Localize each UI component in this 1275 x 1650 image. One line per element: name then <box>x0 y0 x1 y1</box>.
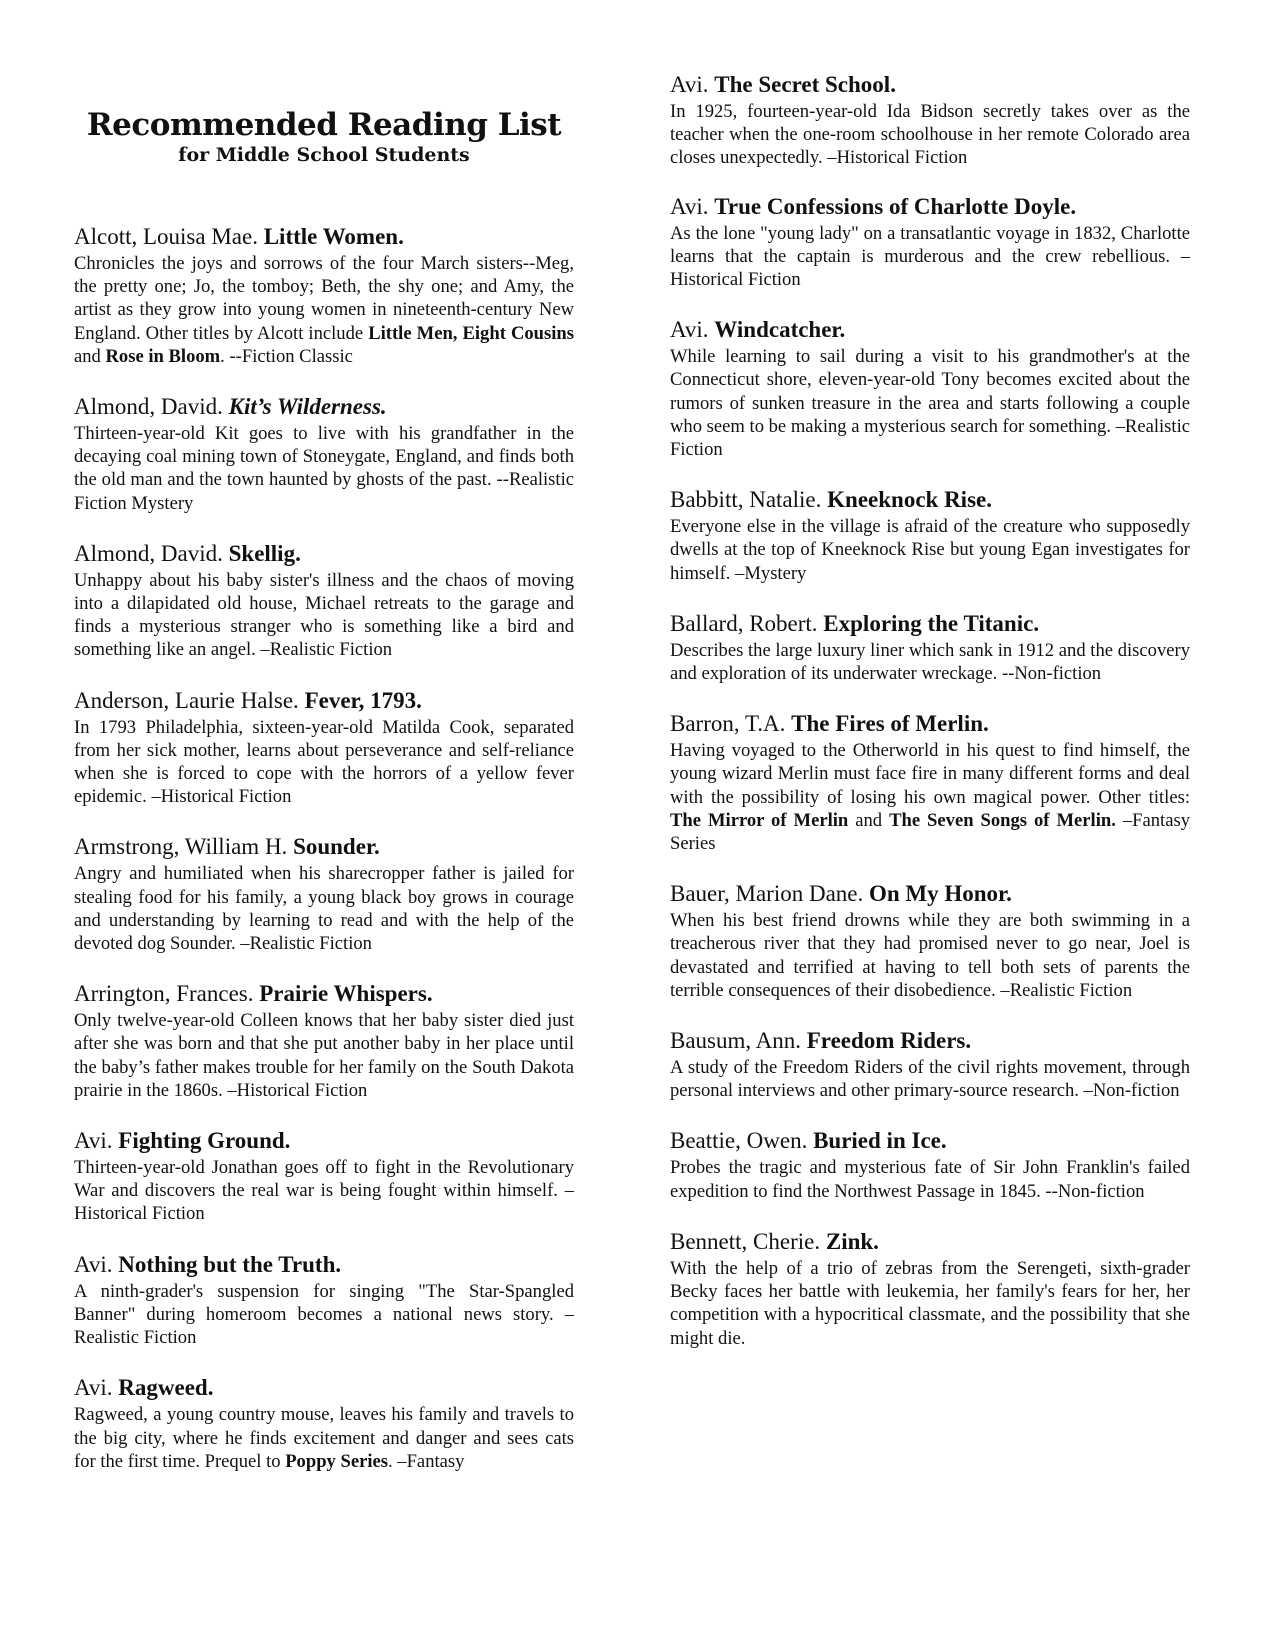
author-name: Bennett, Cherie. <box>670 1228 821 1254</box>
author-name: Almond, David. <box>74 394 223 420</box>
author-name: Anderson, Laurie Halse. <box>74 687 299 713</box>
book-description <box>670 222 1190 292</box>
author-name: Avi. <box>670 317 709 343</box>
entry-heading <box>74 392 574 422</box>
book-entry <box>670 70 1190 170</box>
book-entry <box>670 192 1190 292</box>
related-title: The Seven Songs of Merlin. <box>889 809 1116 831</box>
description-text: With the help of a trio of zebras from the Serengeti, sixth-grader Becky faces her battle with leukemia, her family's fears for her, her competition with a hypocritical classmate, and the possibility that she might die. <box>670 1257 1190 1349</box>
author-name: Bauer, Marion Dane. <box>670 881 864 907</box>
book-entry <box>670 709 1190 855</box>
right-column <box>670 70 1190 1350</box>
book-description <box>74 1403 574 1473</box>
book-description <box>670 345 1190 461</box>
related-title: The Mirror of Merlin <box>670 809 849 831</box>
entry-heading <box>670 709 1190 739</box>
book-title: Skellig. <box>228 540 301 566</box>
description-text: When his best friend drowns while they are both swimming in a treacherous river that they had promised never to go near, Joel is devastated and terrified at having to tell both sets of parents the terrible consequences of their disobedience. –Realistic Fiction <box>670 910 1190 1001</box>
description-text: –Fantasy Series <box>670 809 1190 855</box>
book-description <box>670 1056 1190 1102</box>
author-name: Avi. <box>670 72 709 97</box>
description-text: Chronicles the joys and sorrows of the four March sisters--Meg, the pretty one; Jo, the tomboy; Beth, the shy one; and Amy, the artist as they grow into young women in nineteenth-century New England. Other titles by Alcott include <box>74 253 574 344</box>
description-text: Only twelve-year-old Colleen knows that her baby sister died just after she was born and that she put another baby in her place until the baby’s father makes trouble for her family on the South Dakota prairie in the 1860s. –Historical Fiction <box>74 1010 574 1101</box>
book-title: Little Women. <box>263 224 404 249</box>
entry-heading <box>74 1126 574 1156</box>
book-entry <box>74 392 574 515</box>
book-title: Ragweed. <box>118 1375 214 1401</box>
book-title: The Secret School. <box>714 72 896 97</box>
book-entry <box>670 485 1190 585</box>
book-entry <box>74 1373 574 1473</box>
author-name: Barron, T.A. <box>670 711 786 737</box>
page-title: Recommended Reading List <box>86 107 562 143</box>
description-text: and <box>74 345 106 367</box>
description-text: Everyone else in the village is afraid of the creature who supposedly dwells at the top of Kneeknock Rise but young Egan investigates for himself. –Mystery <box>670 516 1190 584</box>
book-title: Kit’s Wilderness. <box>228 394 387 420</box>
book-title: Buried in Ice. <box>813 1128 947 1154</box>
book-title: Fever, 1793. <box>304 687 422 713</box>
book-entry <box>670 1227 1190 1350</box>
book-entry <box>74 1250 574 1350</box>
book-description <box>670 1156 1190 1202</box>
author-name: Alcott, Louisa Mae. <box>74 224 258 249</box>
description-text: Thirteen-year-old Kit goes to live with his grandfather in the decaying coal mining town of Stoneygate, England, and finds both the old man and the town haunted by ghosts of the past. --Realistic Fiction Mystery <box>74 423 574 514</box>
book-description <box>74 569 574 662</box>
book-title: Zink. <box>825 1228 879 1254</box>
book-title: Prairie Whispers. <box>259 981 433 1007</box>
entry-heading <box>670 192 1190 222</box>
book-description <box>670 1257 1190 1350</box>
description-text: Unhappy about his baby sister's illness and the chaos of moving into a dilapidated old house, Michael retreats to the garage and finds a mysterious stranger who is something like a bird and something like an angel. –Realistic Fiction <box>74 569 574 661</box>
book-entry <box>670 1026 1190 1102</box>
author-name: Avi. <box>74 1128 113 1154</box>
entry-heading <box>74 1373 574 1403</box>
author-name: Almond, David. <box>74 540 223 566</box>
left-column <box>74 222 574 1473</box>
description-text: As the lone "young lady" on a transatlantic voyage in 1832, Charlotte learns that the captain is murderous and the crew rebellious. –Historical Fiction <box>670 222 1190 291</box>
book-description <box>74 422 574 515</box>
description-text: . –Fantasy <box>388 1450 465 1472</box>
author-name: Beattie, Owen. <box>670 1128 808 1154</box>
entry-heading <box>670 1126 1190 1156</box>
related-title: Rose in Bloom <box>105 345 221 367</box>
book-description <box>74 862 574 955</box>
book-title: Nothing but the Truth. <box>118 1251 342 1277</box>
description-text: Describes the large luxury liner which sank in 1912 and the discovery and exploration of its underwater wreckage. --Non-fiction <box>670 639 1190 685</box>
description-text: Having voyaged to the Otherworld in his quest to find himself, the young wizard Merlin must face fire in many different forms and deal with the possibility of losing his own magical power. Other titles: <box>670 740 1190 808</box>
entry-heading <box>74 686 574 716</box>
book-description <box>74 252 574 368</box>
description-text: While learning to sail during a visit to his grandmother's at the Connecticut shore, eleven-year-old Tony becomes excited about the rumors of sunken treasure in the area and starts following a couple who seem to be making a mysterious search for something. –Realistic Fiction <box>670 346 1190 461</box>
book-description <box>74 1280 574 1350</box>
book-entry <box>74 222 574 368</box>
book-title: Freedom Riders. <box>806 1028 972 1054</box>
author-name: Babbitt, Natalie. <box>670 487 822 513</box>
book-title: Kneeknock Rise. <box>827 487 992 513</box>
book-description <box>670 909 1190 1002</box>
description-text: Angry and humiliated when his sharecropper father is jailed for stealing food for his family, a young black boy grows in courage and understanding by learning to read and with the help of the devoted dog Sounder. –Realistic Fiction <box>74 863 574 955</box>
entry-heading <box>670 315 1190 345</box>
document-header <box>74 108 574 166</box>
entry-heading <box>670 70 1190 100</box>
entry-heading <box>670 1026 1190 1056</box>
description-text: A ninth-grader's suspension for singing "The Star-Spangled Banner" during homeroom becomes a national news story. –Realistic Fiction <box>74 1280 574 1349</box>
book-title: True Confessions of Charlotte Doyle. <box>714 193 1077 219</box>
entry-heading <box>74 222 574 252</box>
book-title: Fighting Ground. <box>118 1128 291 1154</box>
book-entry <box>74 979 574 1102</box>
author-name: Arrington, Frances. <box>74 981 254 1007</box>
entry-heading <box>670 1227 1190 1257</box>
book-title: The Fires of Merlin. <box>791 711 989 737</box>
entry-heading <box>670 485 1190 515</box>
entry-heading <box>74 539 574 569</box>
book-entry <box>74 686 574 809</box>
author-name: Bausum, Ann. <box>670 1028 801 1054</box>
description-text: Probes the tragic and mysterious fate of Sir John Franklin's failed expedition to find the Northwest Passage in 1845. --Non-fiction <box>670 1157 1190 1202</box>
author-name: Avi. <box>670 193 709 219</box>
description-text: Thirteen-year-old Jonathan goes off to fight in the Revolutionary War and discovers the real war is being fought within himself. –Historical Fiction <box>74 1157 574 1225</box>
author-name: Armstrong, William H. <box>74 834 288 860</box>
description-text: Ragweed, a young country mouse, leaves his family and travels to the big city, where he finds excitement and danger and sees cats for the first time. Prequel to <box>74 1404 574 1472</box>
description-text: . --Fiction Classic <box>220 345 353 367</box>
book-description <box>74 1156 574 1226</box>
author-name: Ballard, Robert. <box>670 610 818 636</box>
book-entry <box>74 539 574 662</box>
author-name: Avi. <box>74 1375 113 1401</box>
book-entry <box>74 1126 574 1226</box>
book-description <box>670 515 1190 585</box>
page-subtitle: for Middle School Students <box>178 143 470 166</box>
entry-heading <box>74 979 574 1009</box>
description-text: In 1793 Philadelphia, sixteen-year-old Matilda Cook, separated from her sick mother, learns about perseverance and self-reliance when she is forced to cope with the horrors of a yellow fever epidemic. –Historical Fiction <box>74 716 574 808</box>
book-entry <box>670 609 1190 685</box>
related-title: Little Men, Eight Cousins <box>368 322 574 344</box>
entry-heading <box>74 1250 574 1280</box>
author-name: Avi. <box>74 1251 113 1277</box>
book-entry <box>670 315 1190 461</box>
description-text: In 1925, fourteen-year-old Ida Bidson secretly takes over as the teacher when the one-room schoolhouse in her remote Colorado area closes unexpectedly. –Historical Fiction <box>670 101 1190 169</box>
related-title: Poppy Series <box>285 1450 388 1472</box>
entry-heading <box>74 832 574 862</box>
book-entry <box>670 1126 1190 1202</box>
book-title: Sounder. <box>293 834 380 860</box>
book-description <box>74 716 574 809</box>
entry-heading <box>670 609 1190 639</box>
description-text: A study of the Freedom Riders of the civil rights movement, through personal interviews and other primary-source research. –Non-fiction <box>670 1057 1190 1102</box>
book-title: Exploring the Titanic. <box>823 610 1040 636</box>
entry-heading <box>670 879 1190 909</box>
book-entry <box>74 832 574 955</box>
book-description <box>670 100 1190 170</box>
book-title: Windcatcher. <box>714 317 846 343</box>
book-description <box>670 639 1190 685</box>
description-text: and <box>848 809 890 831</box>
book-entry <box>670 879 1190 1002</box>
book-description <box>74 1009 574 1102</box>
book-description <box>670 739 1190 855</box>
book-title: On My Honor. <box>868 881 1012 907</box>
